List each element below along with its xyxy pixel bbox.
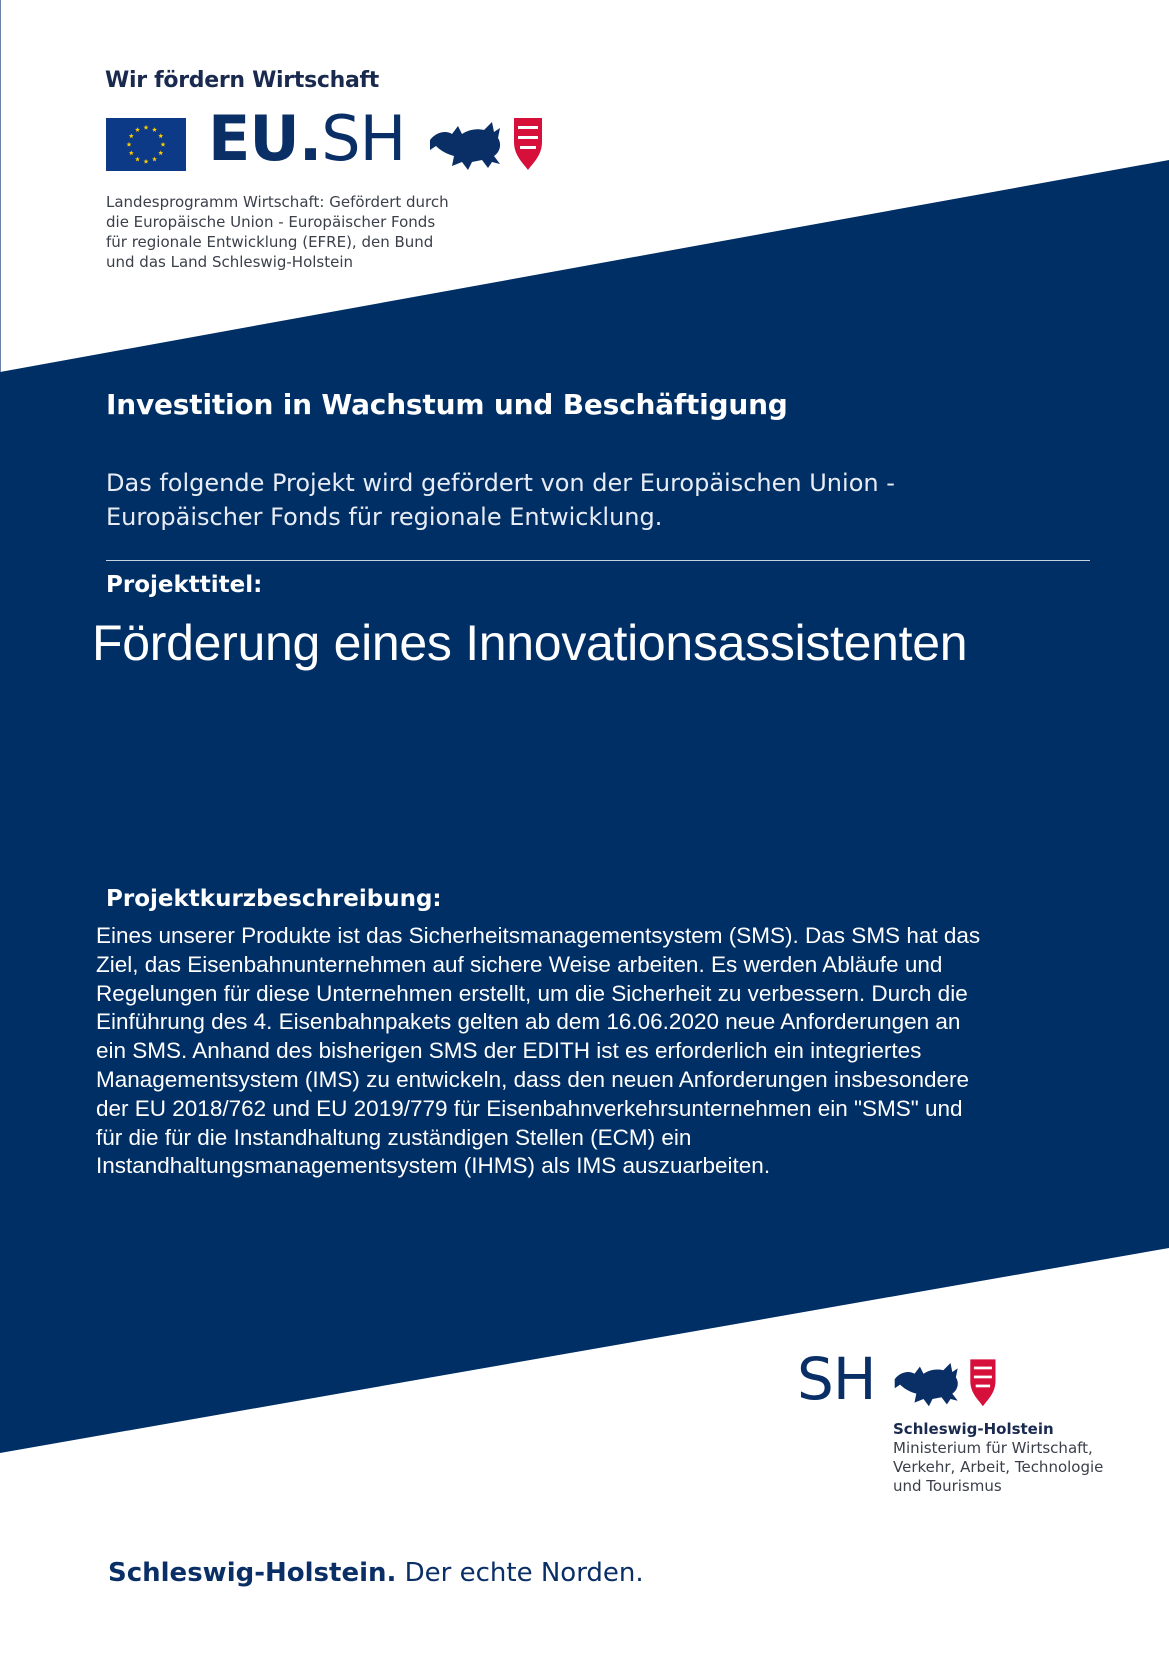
schleswig-holstein-crest-icon <box>892 1354 1000 1408</box>
schleswig-holstein-crest-icon <box>428 112 546 172</box>
logo-eu-text: EU. <box>208 102 322 175</box>
footer-tagline <box>108 1558 644 1588</box>
funding-description <box>106 192 466 272</box>
intro-text <box>106 466 1006 534</box>
description-line: für die für die Instandhaltung zuständigen Stellen (ECM) ein <box>96 1124 692 1150</box>
divider <box>106 560 1090 561</box>
funding-line: für regionale Entwicklung (EFRE), den Bund <box>106 233 434 251</box>
header-tagline: Wir fördern Wirtschaft <box>105 68 379 93</box>
ministry-line: Ministerium für Wirtschaft, <box>893 1439 1093 1457</box>
project-description <box>96 922 1096 1181</box>
intro-line: Das folgende Projekt wird gefördert von der Europäischen Union - <box>106 469 895 497</box>
description-line: Regelungen für diese Unternehmen erstellt, um die Sicherheit zu verbessern. Durch die <box>96 980 968 1006</box>
project-title: Förderung eines Innovationsassistenten <box>92 615 968 671</box>
description-line: Eines unserer Produkte ist das Sicherheitsmanagementsystem (SMS). Das SMS hat das <box>96 923 981 948</box>
ministry-line: und Tourismus <box>893 1477 1002 1495</box>
eu-flag-icon <box>106 118 186 171</box>
funding-line: und das Land Schleswig-Holstein <box>106 253 354 271</box>
main-heading: Investition in Wachstum und Beschäftigung <box>106 388 788 421</box>
description-line: Einführung des 4. Eisenbahnpakets gelten ab dem 16.06.2020 neue Anforderungen an <box>96 1009 961 1035</box>
footer-tagline-bold: Schleswig-Holstein. <box>108 1558 397 1588</box>
ministry-line: Verkehr, Arbeit, Technologie <box>893 1458 1104 1476</box>
logo-sh-text: SH <box>321 102 406 175</box>
description-line: Instandhaltungsmanagementsystem (IHMS) als IMS auszuarbeiten. <box>96 1153 771 1179</box>
intro-line: Europäischer Fonds für regionale Entwicklung. <box>106 503 663 531</box>
funding-line: die Europäische Union - Europäischer Fonds <box>106 213 436 231</box>
description-line: ein SMS. Anhand des bisherigen SMS der EDITH ist es erforderlich ein integriertes <box>96 1038 922 1064</box>
project-description-label: Projektkurzbeschreibung: <box>106 886 442 912</box>
description-line: Ziel, das Eisenbahnunternehmen auf sichere Weise arbeiten. Es werden Abläufe und <box>96 951 943 977</box>
project-title-label: Projekttitel: <box>106 572 263 598</box>
sh-logo-text: SH <box>797 1345 876 1413</box>
footer-tagline-regular: Der echte Norden. <box>396 1558 644 1588</box>
funding-line: Landesprogramm Wirtschaft: Gefördert durch <box>106 193 449 211</box>
description-line: der EU 2018/762 und EU 2019/779 für Eisenbahnverkehrsunternehmen ein "SMS" und <box>96 1095 963 1121</box>
eu-sh-logo <box>208 102 406 175</box>
ministry-block <box>893 1420 1153 1496</box>
ministry-name: Schleswig-Holstein <box>893 1420 1054 1438</box>
description-line: Managementsystem (IMS) zu entwickeln, dass den neuen Anforderungen insbesondere <box>96 1066 970 1092</box>
